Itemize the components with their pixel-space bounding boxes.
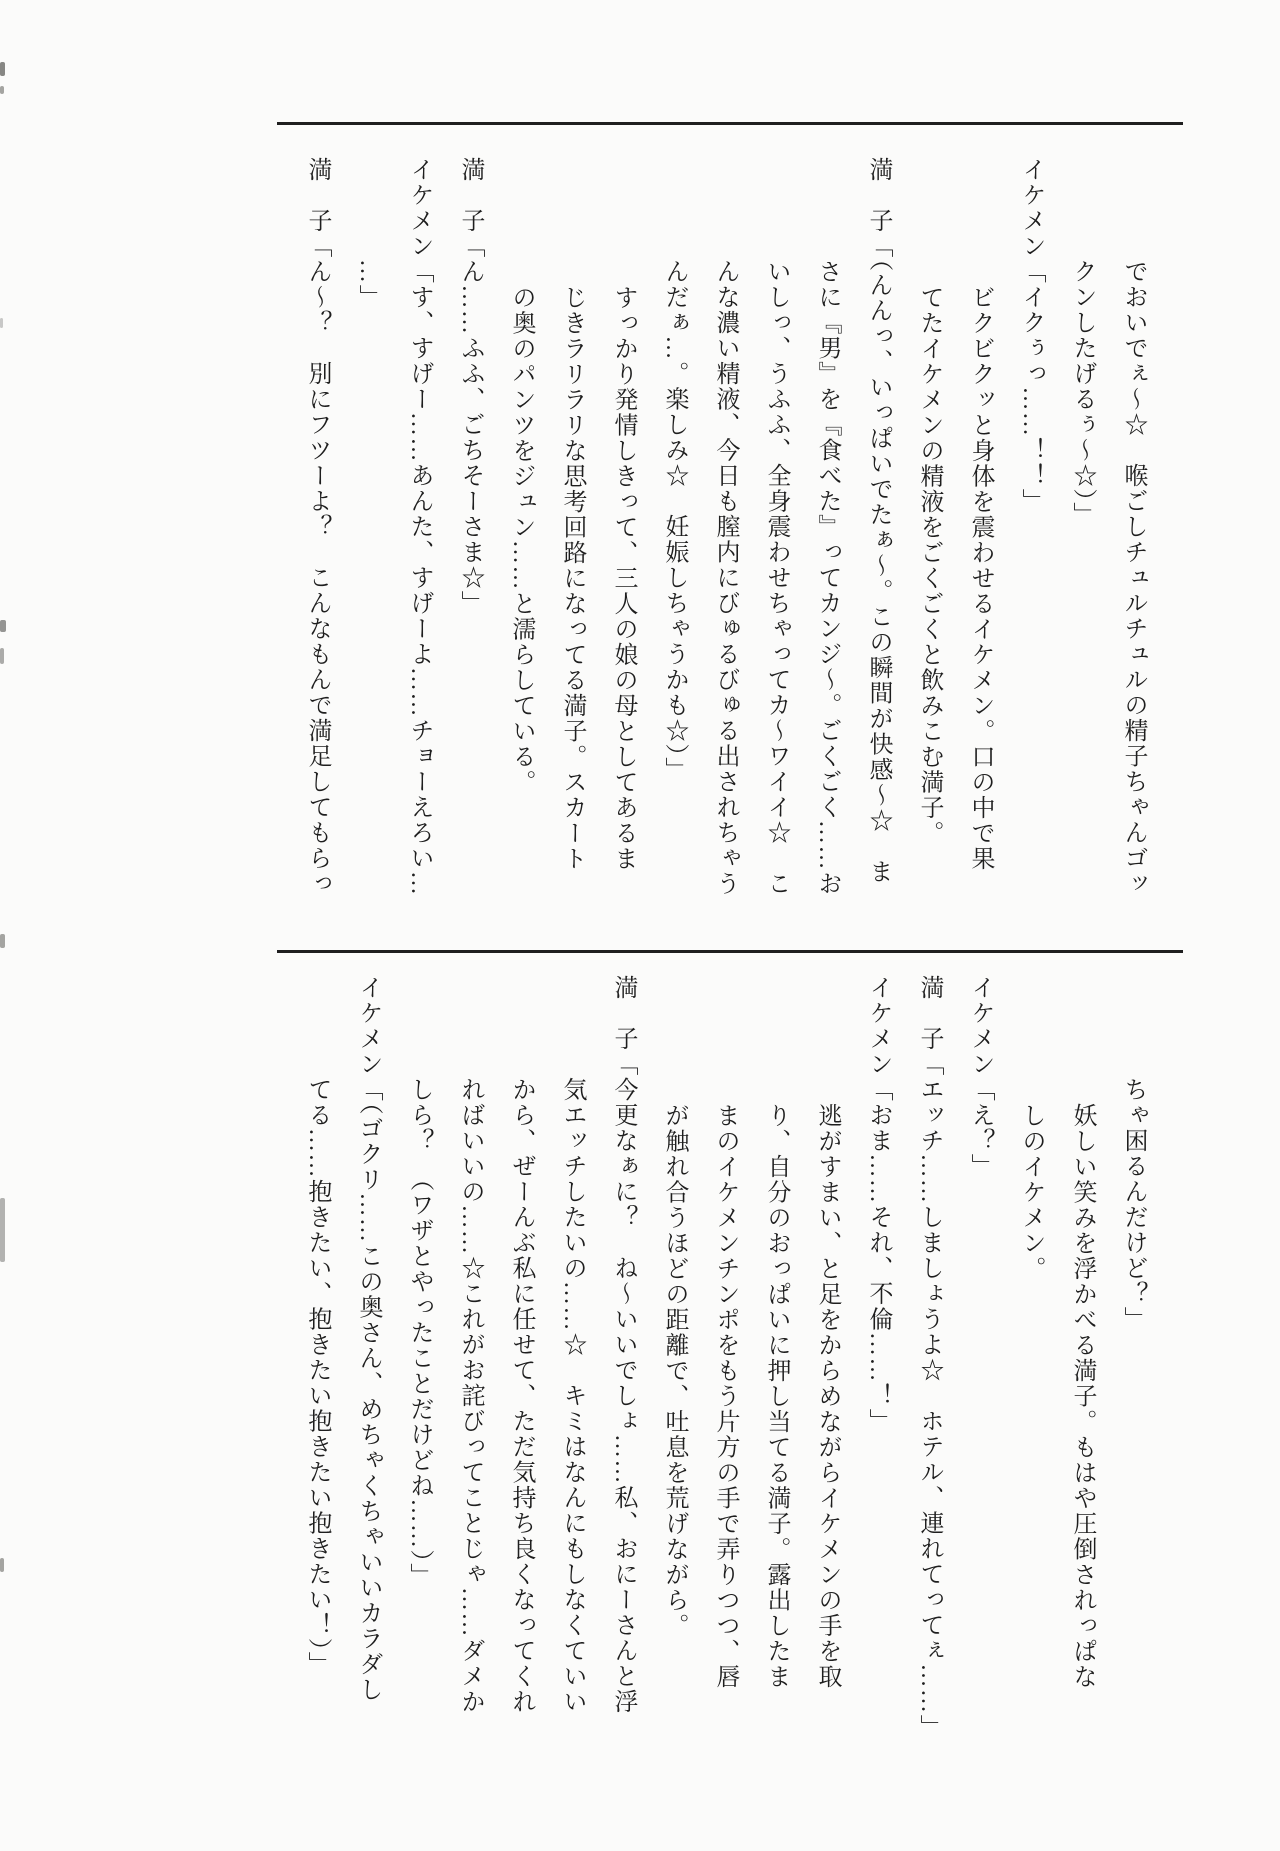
- script-section-2: [291, 975, 1158, 1765]
- script-line-narration: てたイケメンの精液をごくごくと飲みこむ満子。: [916, 285, 942, 846]
- script-line-dialogue-continuation: ちゃ困るんだけど？」: [1120, 1077, 1146, 1332]
- scan-artifact: [0, 934, 5, 948]
- script-line-speaker-line: 満 子「ん……ふふ、ごちそーさま☆」: [457, 157, 483, 616]
- scan-artifact: [0, 318, 3, 328]
- script-line-dialogue-continuation: 気エッチしたいの……☆ キミはなんにもしなくていい: [559, 1077, 585, 1715]
- script-line-dialogue-continuation: さに『男』を『食べた』ってカンジ～。ごくごく……お: [814, 259, 840, 897]
- script-line-narration: すっかり発情しきって、三人の娘の母としてあるま: [610, 285, 636, 872]
- script-line-narration: り、自分のおっぱいに押し当てる満子。露出したま: [763, 1103, 789, 1690]
- scan-artifact: [0, 1198, 5, 1262]
- script-line-speaker-line: イケメン「おま……それ、不倫……！」: [865, 975, 891, 1434]
- script-line-dialogue-continuation: …」: [355, 259, 381, 310]
- script-line-narration: しのイケメン。: [1018, 1103, 1044, 1282]
- script-line-speaker-line: 満 子「エッチ……しましょうよ☆ ホテル、連れてってぇ……」: [916, 975, 942, 1740]
- scan-artifact: [0, 62, 5, 76]
- script-line-speaker-line: イケメン「す、すげー……あんた、すげーよ……チョーえろい…: [406, 157, 432, 897]
- script-line-speaker-line: イケメン「（ゴクリ……この奥さん、めちゃくちゃいいカラダし: [355, 975, 381, 1703]
- script-line-speaker-line: イケメン「イクぅっ……！！」: [1018, 157, 1044, 514]
- script-line-narration: ビクビクッと身体を震わせるイケメン。口の中で果: [967, 285, 993, 872]
- script-line-dialogue-continuation: から、ぜーんぶ私に任せて、ただ気持ち良くなってくれ: [508, 1077, 534, 1715]
- script-line-narration: じきラリラリな思考回路になってる満子。スカート: [559, 285, 585, 872]
- script-line-dialogue-continuation: んだぁ…。楽しみ☆ 妊娠しちゃうかも☆）」: [661, 259, 687, 783]
- scan-artifact: [0, 1558, 4, 1572]
- script-line-speaker-line: 満 子「ん～？ 別にフツーよ？ こんなもんで満足してもらっ: [304, 157, 330, 897]
- section-divider-top: [277, 122, 1183, 125]
- script-line-speaker-line: 満 子「（んんっ、いっぱいでたぁ～。この瞬間が快感～☆ ま: [865, 157, 891, 885]
- scan-artifact: [0, 648, 4, 664]
- script-line-narration: 逃がすまい、と足をからめながらイケメンの手を取: [814, 1103, 840, 1690]
- scan-artifact: [0, 620, 6, 632]
- script-line-narration: 妖しい笑みを浮かべる満子。もはや圧倒されっぱな: [1069, 1103, 1095, 1690]
- script-line-dialogue-continuation: ればいいの……☆これがお詫びってことじゃ……ダメか: [457, 1077, 483, 1715]
- script-line-narration: まのイケメンチンポをもう片方の手で弄りつつ、唇: [712, 1103, 738, 1690]
- script-line-dialogue-continuation: しら？ （ワザとやったことだけどね……）」: [406, 1077, 432, 1589]
- script-line-dialogue-continuation: てる……抱きたい、抱きたい抱きたい抱きたい！）」: [304, 1077, 330, 1677]
- script-line-dialogue-continuation: クンしたげるぅ～☆）」: [1069, 259, 1095, 528]
- script-line-narration: が触れ合うほどの距離で、吐息を荒げながら。: [661, 1103, 687, 1639]
- script-section-1: [291, 157, 1158, 929]
- scan-artifact: [0, 86, 4, 94]
- script-line-speaker-line: イケメン「え？」: [967, 975, 993, 1179]
- script-line-dialogue-continuation: いしっ、うふふ、全身震わせちゃってカ～ワイイ☆ こ: [763, 259, 789, 897]
- script-line-dialogue-continuation: でおいでぇ～☆ 喉ごしチュルチュルの精子ちゃんゴッ: [1120, 259, 1146, 897]
- script-line-speaker-line: 満 子「今更なぁに？ ね～いいでしょ……私、おにーさんと浮: [610, 975, 636, 1715]
- section-divider-middle: [277, 950, 1183, 953]
- script-line-narration: の奥のパンツをジュン……と濡らしている。: [508, 285, 534, 795]
- script-line-dialogue-continuation: んな濃い精液、今日も膣内にびゅるびゅる出されちゃう: [712, 259, 738, 897]
